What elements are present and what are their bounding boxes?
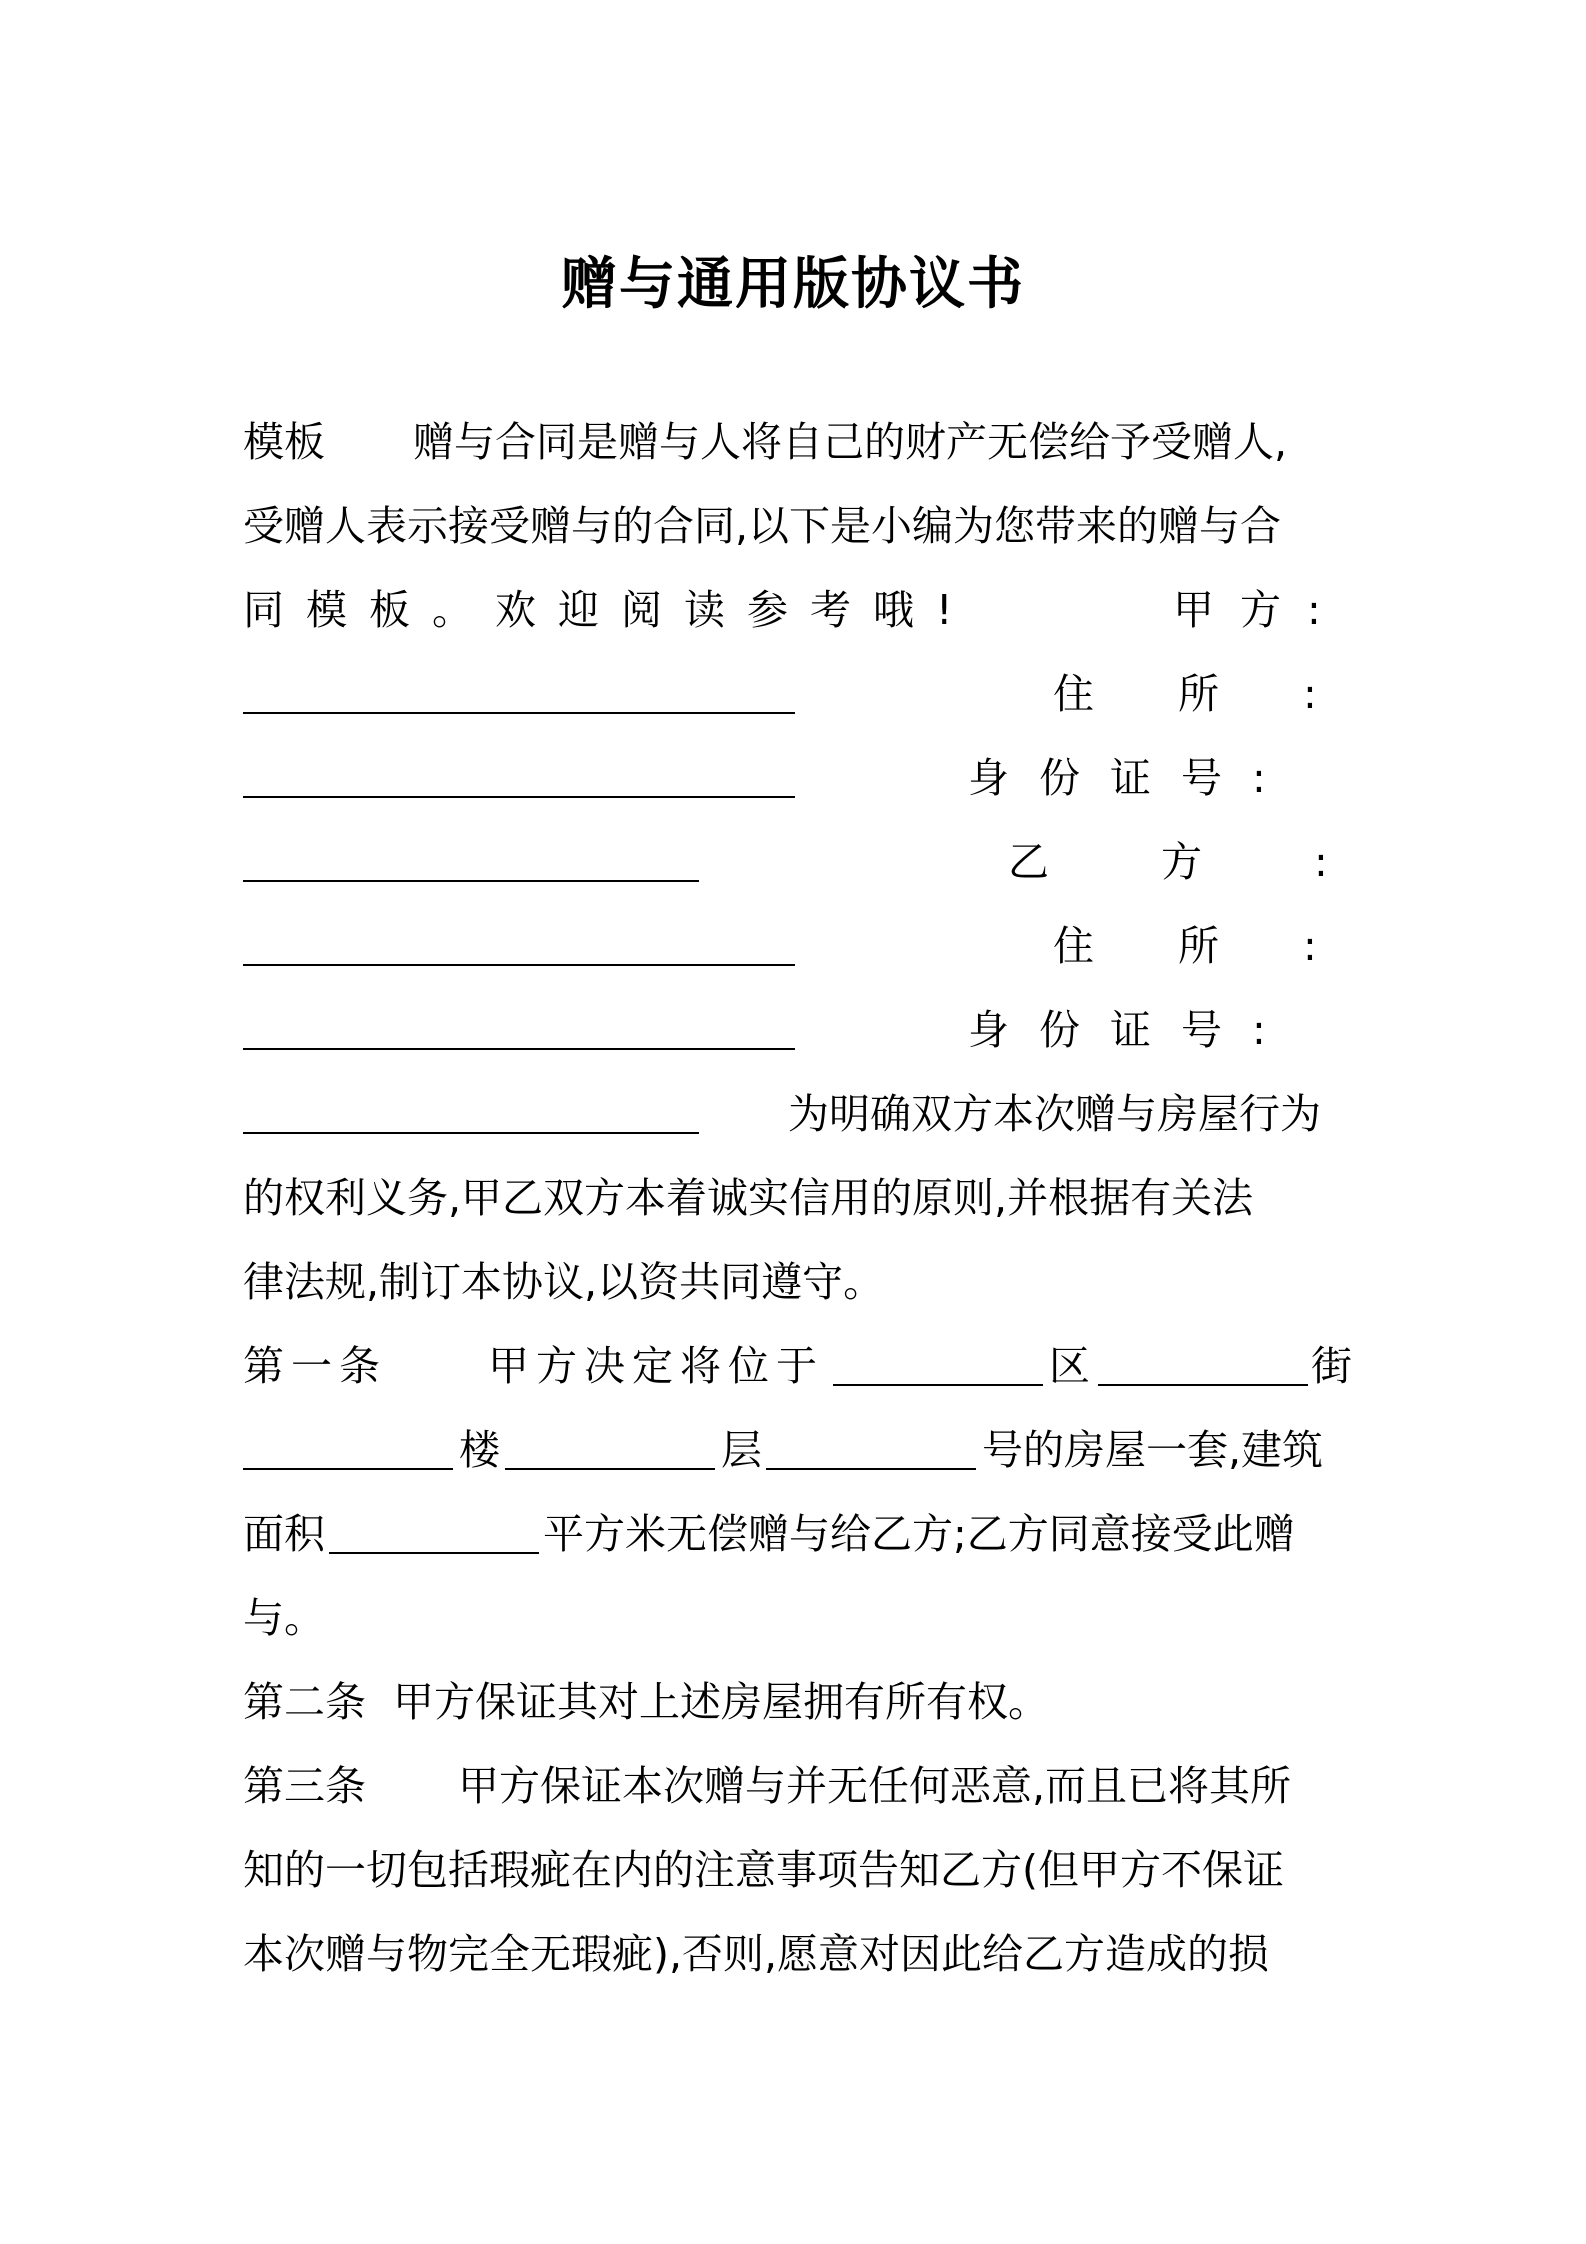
intro-line-1 bbox=[243, 400, 1353, 484]
article-3-text-2: 知的一切包括瑕疵在内的注意事项告知乙方(但甲方不保证 bbox=[243, 1846, 1284, 1894]
party-b-address-blank[interactable] bbox=[243, 1048, 795, 1050]
article-1-line-2 bbox=[243, 1408, 1353, 1492]
area-label: 面积 bbox=[243, 1510, 325, 1558]
document-title: 赠与通用版协议书 bbox=[561, 252, 1025, 317]
party-b-id-blank[interactable] bbox=[243, 1132, 699, 1134]
floor-label: 层 bbox=[721, 1426, 762, 1474]
preamble-line-2 bbox=[243, 1156, 1353, 1240]
party-a-id-blank[interactable] bbox=[243, 880, 699, 882]
article-3-line-2 bbox=[243, 1828, 1353, 1912]
party-a-id-label: 身份证号: bbox=[968, 754, 1296, 802]
preamble-line-3 bbox=[243, 1240, 1353, 1324]
article-1-line-3 bbox=[243, 1492, 1353, 1576]
article-1-label: 第一条 bbox=[243, 1342, 387, 1390]
article-2-text: 甲方保证其对上述房屋拥有所有权。 bbox=[393, 1678, 1049, 1726]
preamble-text-3: 律法规,制订本协议,以资共同遵守。 bbox=[243, 1258, 885, 1306]
party-a-address-label: 住所: bbox=[1053, 670, 1401, 718]
intro-label: 模板 bbox=[243, 418, 325, 466]
party-a-address-blank[interactable] bbox=[243, 796, 795, 798]
article-3-line-1 bbox=[243, 1744, 1353, 1828]
floor-blank[interactable] bbox=[505, 1468, 715, 1470]
intro-line-3 bbox=[243, 568, 1353, 652]
article-3-line-3 bbox=[243, 1912, 1353, 1996]
party-b-id-label: 身份证号: bbox=[968, 1006, 1296, 1054]
intro-text-1: 赠与合同是赠与人将自己的财产无偿给予受赠人, bbox=[413, 418, 1288, 466]
preamble-text-1: 为明确双方本次赠与房屋行为 bbox=[788, 1090, 1321, 1138]
article-2-line bbox=[243, 1660, 1353, 1744]
article-1-text-b: 平方米无偿赠与给乙方;乙方同意接受此赠 bbox=[543, 1510, 1295, 1558]
article-3-text-1: 甲方保证本次赠与并无任何恶意,而且已将其所 bbox=[458, 1762, 1292, 1810]
area-blank[interactable] bbox=[329, 1552, 539, 1554]
article-3-label: 第三条 bbox=[243, 1762, 366, 1810]
party-a-address-line bbox=[243, 652, 1401, 736]
party-a-name-blank[interactable] bbox=[243, 712, 795, 714]
article-1-line-1 bbox=[243, 1324, 1353, 1408]
party-a-id-line bbox=[243, 736, 1353, 820]
intro-text-2: 受赠人表示接受赠与的合同,以下是小编为您带来的赠与合 bbox=[243, 502, 1282, 550]
street-label: 街 bbox=[1311, 1342, 1352, 1390]
district-blank[interactable] bbox=[833, 1384, 1043, 1386]
building-blank[interactable] bbox=[243, 1468, 453, 1470]
article-3-text-3: 本次赠与物完全无瑕疵),否则,愿意对因此给乙方造成的损 bbox=[243, 1930, 1270, 1978]
party-b-label: 乙方: bbox=[1008, 838, 1440, 886]
street-blank[interactable] bbox=[1098, 1384, 1308, 1386]
district-label: 区 bbox=[1049, 1342, 1090, 1390]
party-a-label: 甲方: bbox=[1173, 586, 1347, 634]
intro-text-3: 同模板。欢迎阅读参考哦! bbox=[243, 586, 975, 634]
preamble-text-2: 的权利义务,甲乙双方本着诚实信用的原则,并根据有关法 bbox=[243, 1174, 1254, 1222]
article-1-line-4 bbox=[243, 1576, 1353, 1660]
party-b-id-line bbox=[243, 988, 1353, 1072]
article-2-label: 第二条 bbox=[243, 1678, 366, 1726]
party-b-name-blank[interactable] bbox=[243, 964, 795, 966]
preamble-line-1 bbox=[243, 1072, 1353, 1156]
party-b-address-line bbox=[243, 904, 1401, 988]
article-1-text-c: 与。 bbox=[243, 1594, 325, 1642]
building-label: 楼 bbox=[459, 1426, 500, 1474]
intro-line-2 bbox=[243, 484, 1353, 568]
number-label: 号的房屋一套,建筑 bbox=[982, 1426, 1324, 1474]
party-b-address-label: 住所: bbox=[1053, 922, 1401, 970]
number-blank[interactable] bbox=[766, 1468, 976, 1470]
party-b-line bbox=[243, 820, 1440, 904]
article-1-text-a: 甲方决定将位于 bbox=[488, 1342, 824, 1390]
